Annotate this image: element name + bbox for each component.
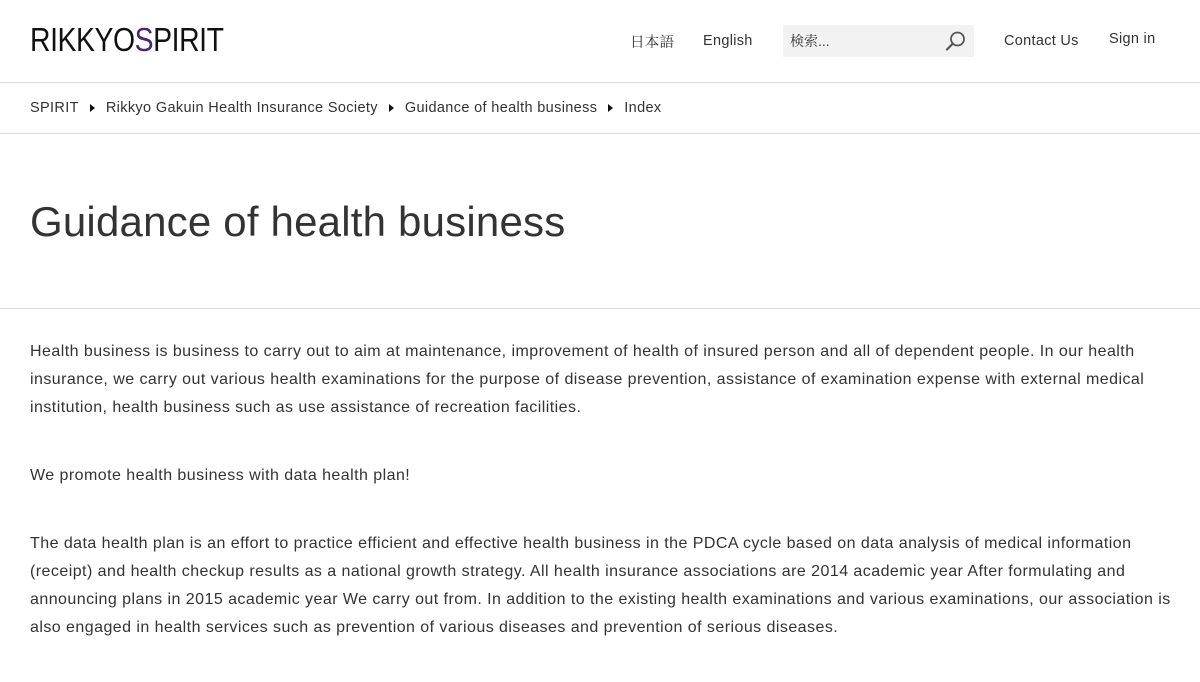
intro-paragraph: Health business is business to carry out to aim at maintenance, improvement of health of insured person and all of dependent people. In our health insurance, we carry out various health examinations for the purpose of disease prevention, assistance of examination expense with external medical institution, health business such as use assistance of recreation facilities. <box>30 343 1145 416</box>
contact-us-link[interactable]: Contact Us <box>1004 33 1079 49</box>
main-content <box>30 338 1175 682</box>
breadcrumb-item-health-insurance-society[interactable]: Rikkyo Gakuin Health Insurance Society <box>105 100 378 116</box>
nav-english-container <box>703 0 753 82</box>
breadcrumb <box>0 83 1200 134</box>
data-health-plan-paragraph: The data health plan is an effort to practice efficient and effective health business in the PDCA cycle based on data analysis of medical information (receipt) and health checkup results as a national growth strategy. All health insurance associations are 2014 academic year After formulating and announcing plans in 2015 academic year We carry out from. In addition to the existing health examinations and various examinations, our association is also engaged in health services such as prevention of various diseases and prevention of serious diseases. <box>30 535 1171 636</box>
breadcrumb-item-guidance[interactable]: Guidance of health business <box>404 100 598 116</box>
nav-japanese-container <box>630 0 674 82</box>
site-header <box>0 0 1200 83</box>
nav-signin-container <box>1109 0 1155 80</box>
search-icon <box>944 30 968 52</box>
breadcrumb-item-spirit[interactable]: SPIRIT <box>30 100 79 116</box>
triangle-right-icon <box>389 104 394 112</box>
site-logo[interactable] <box>30 22 224 58</box>
nav-english-link[interactable]: English <box>703 33 753 49</box>
page-title: Guidance of health business <box>30 198 566 245</box>
sign-in-link[interactable]: Sign in <box>1109 31 1156 47</box>
search-input[interactable] <box>783 25 945 57</box>
page-title-area <box>0 135 1200 309</box>
breadcrumb-item-index: Index <box>624 100 662 116</box>
logo-text-accent: S <box>134 21 154 58</box>
data-health-plan-heading-paragraph: We promote health business with data health plan! <box>30 467 411 484</box>
nav-contact-container <box>1004 0 1079 82</box>
logo-text-rest: PIRIT <box>153 21 224 58</box>
logo-text-main: RIKKYO <box>30 21 135 58</box>
nav-japanese-link[interactable]: 日本語 <box>630 34 675 51</box>
search-box <box>783 25 974 57</box>
triangle-right-icon <box>608 104 613 112</box>
triangle-right-icon <box>90 104 95 112</box>
search-button[interactable] <box>944 30 968 52</box>
